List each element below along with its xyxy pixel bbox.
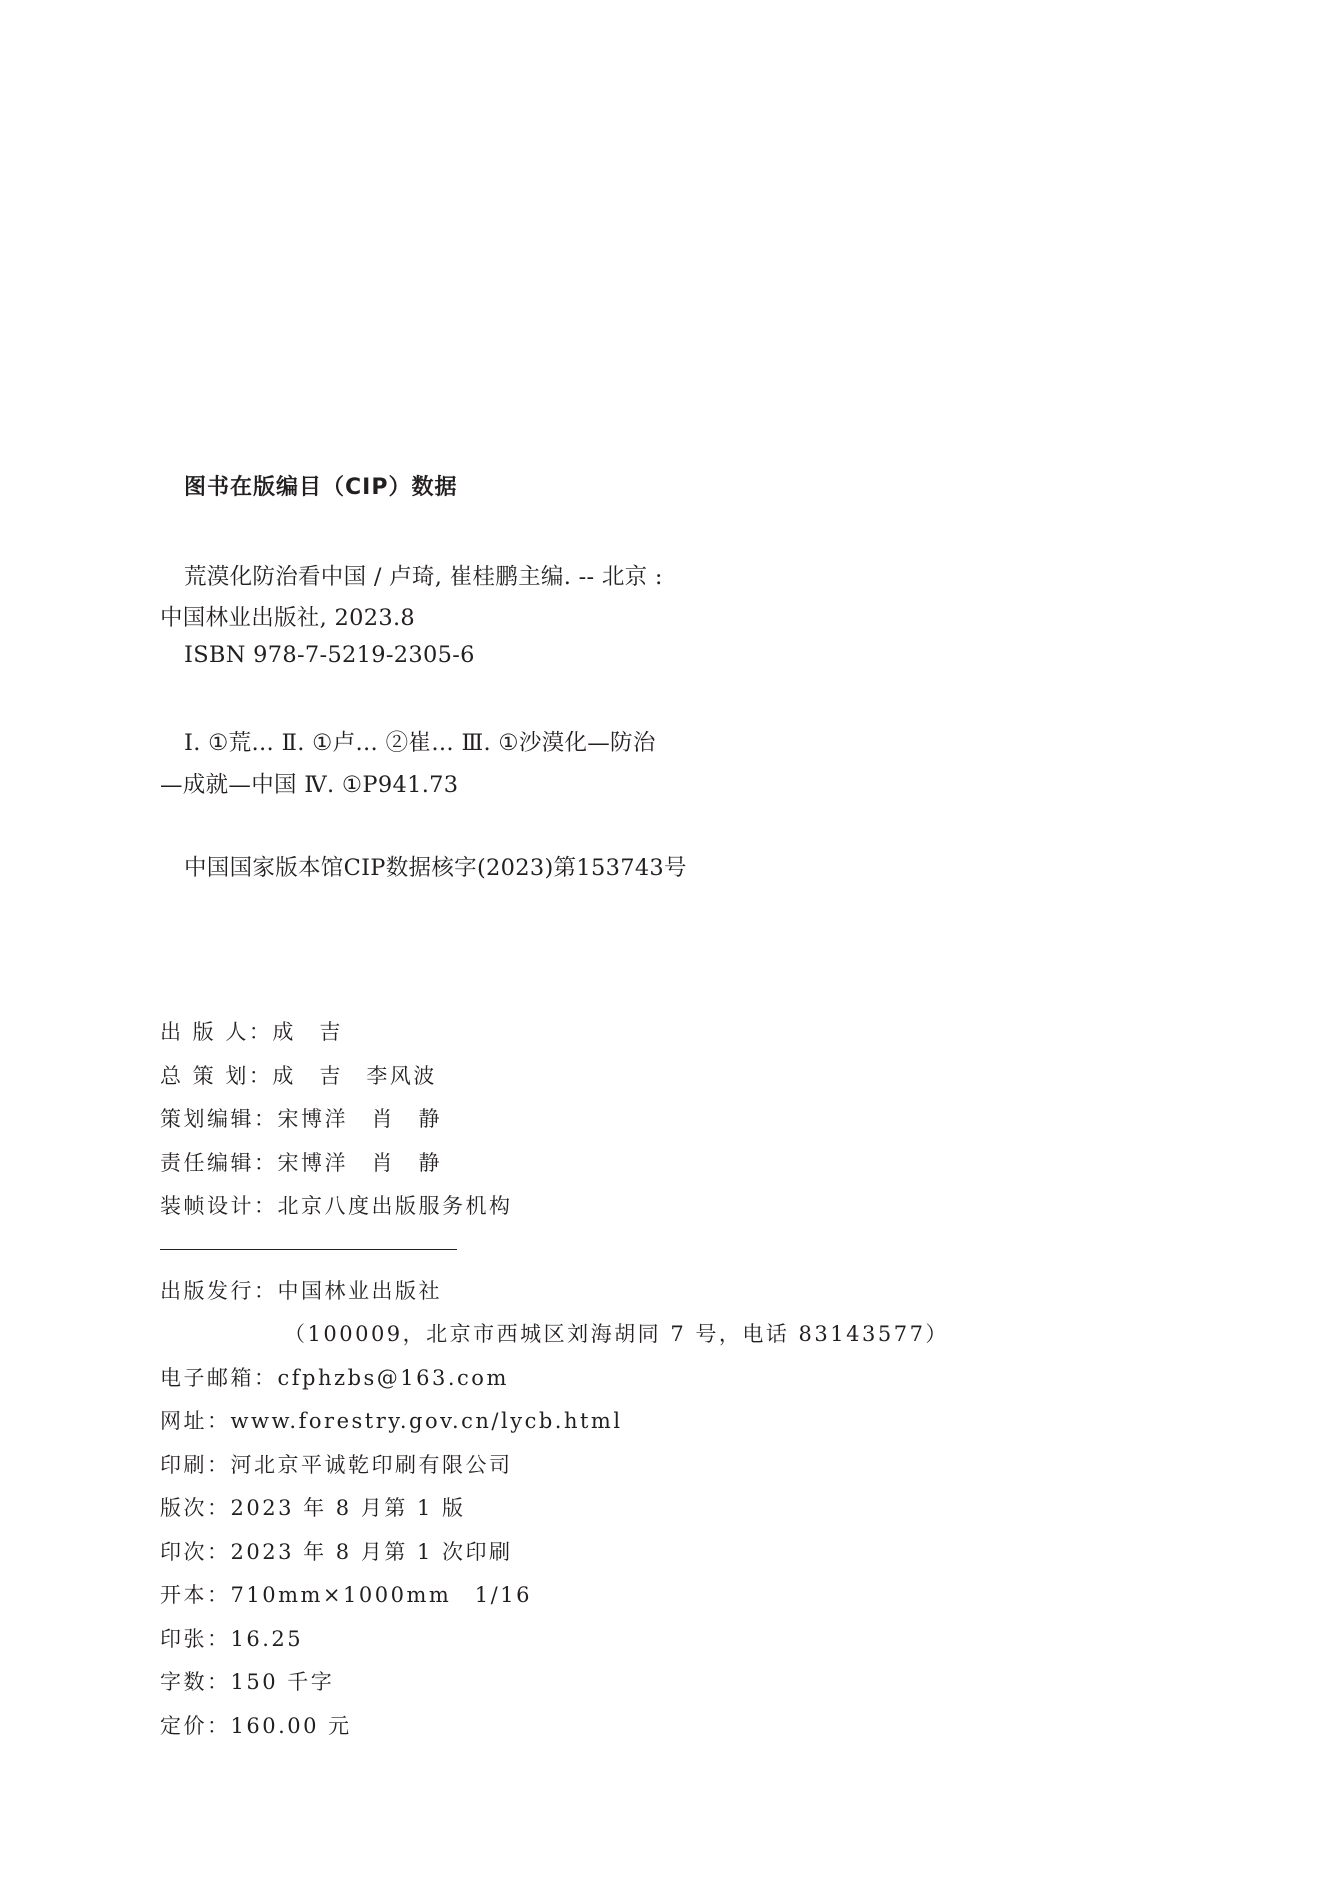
credit-label: 开本： xyxy=(160,1583,231,1607)
cip-classification-line-continued: —成就—中国 Ⅳ. ①P941.73 xyxy=(160,772,459,798)
credit-label: 网址： xyxy=(160,1409,231,1433)
credit-value: 宋博洋 肖 静 xyxy=(277,1107,442,1131)
credit-value: 16.25 xyxy=(230,1626,304,1651)
divider-rule xyxy=(160,1249,457,1250)
credit-label: 总 策 划： xyxy=(160,1063,273,1088)
credit-value: 150 千字 xyxy=(230,1670,335,1694)
pub-format xyxy=(160,1574,949,1618)
cip-publisher-line: 中国林业出版社, 2023.8 xyxy=(160,605,416,631)
credit-value: www.forestry.gov.cn/lycb.html xyxy=(230,1409,623,1433)
cip-classification-line: Ⅰ. ①荒… Ⅱ. ①卢… ②崔… Ⅲ. ①沙漠化—防治 xyxy=(184,730,656,756)
credit-chief-planner xyxy=(160,1055,949,1099)
credit-label: 责任编辑： xyxy=(160,1150,278,1175)
pub-distribution xyxy=(160,1270,949,1314)
credit-value: 成 吉 李风波 xyxy=(272,1063,437,1088)
credit-value: 160.00 元 xyxy=(230,1713,352,1738)
credit-planning-editor xyxy=(160,1098,949,1142)
pub-email xyxy=(160,1357,949,1401)
credit-publisher-person xyxy=(160,1011,949,1055)
credit-label: 印次： xyxy=(160,1539,231,1564)
credit-label: 版次： xyxy=(160,1496,231,1520)
credit-value: 2023 年 8 月第 1 版 xyxy=(230,1496,466,1520)
credit-label: 出版发行： xyxy=(160,1278,278,1303)
credit-label: 电子邮箱： xyxy=(160,1365,278,1390)
credit-value: 成 吉 xyxy=(272,1020,343,1044)
cip-title: 图书在版编目（CIP）数据 xyxy=(184,475,458,500)
cip-verification-number: 中国国家版本馆CIP数据核字(2023)第153743号 xyxy=(184,855,687,881)
credit-label: 出 版 人： xyxy=(160,1020,273,1044)
credit-label: 印张： xyxy=(160,1626,231,1651)
pub-address: （100009，北京市西城区刘海胡同 7 号，电话 83143577） xyxy=(284,1322,949,1346)
pub-edition xyxy=(160,1487,949,1531)
credit-label: 字数： xyxy=(160,1670,231,1694)
credit-value: 710mm×1000mm 1/16 xyxy=(230,1583,532,1607)
credit-label: 策划编辑： xyxy=(160,1107,278,1131)
credit-value: 中国林业出版社 xyxy=(277,1278,442,1303)
credit-label: 定价： xyxy=(160,1713,231,1738)
credits-block xyxy=(160,1011,949,1748)
credit-value: 河北京平诚乾印刷有限公司 xyxy=(230,1452,513,1477)
credit-responsible-editor xyxy=(160,1142,949,1186)
credit-value: 北京八度出版服务机构 xyxy=(277,1194,513,1218)
pub-word-count xyxy=(160,1661,949,1705)
pub-website xyxy=(160,1400,949,1444)
credit-value: 宋博洋 肖 静 xyxy=(277,1150,442,1175)
pub-printer xyxy=(160,1444,949,1488)
pub-sheets xyxy=(160,1618,949,1662)
pub-impression xyxy=(160,1531,949,1575)
credit-label: 装帧设计： xyxy=(160,1194,278,1218)
credit-binding-design xyxy=(160,1185,949,1229)
cip-bibliographic-line: 荒漠化防治看中国 / 卢琦, 崔桂鹏主编. -- 北京 : xyxy=(184,564,663,590)
credit-value: 2023 年 8 月第 1 次印刷 xyxy=(230,1539,513,1564)
pub-price xyxy=(160,1705,949,1749)
credit-label: 印刷： xyxy=(160,1452,231,1477)
cip-isbn: ISBN 978-7-5219-2305-6 xyxy=(184,642,475,668)
credit-value: cfphzbs@163.com xyxy=(277,1365,509,1390)
